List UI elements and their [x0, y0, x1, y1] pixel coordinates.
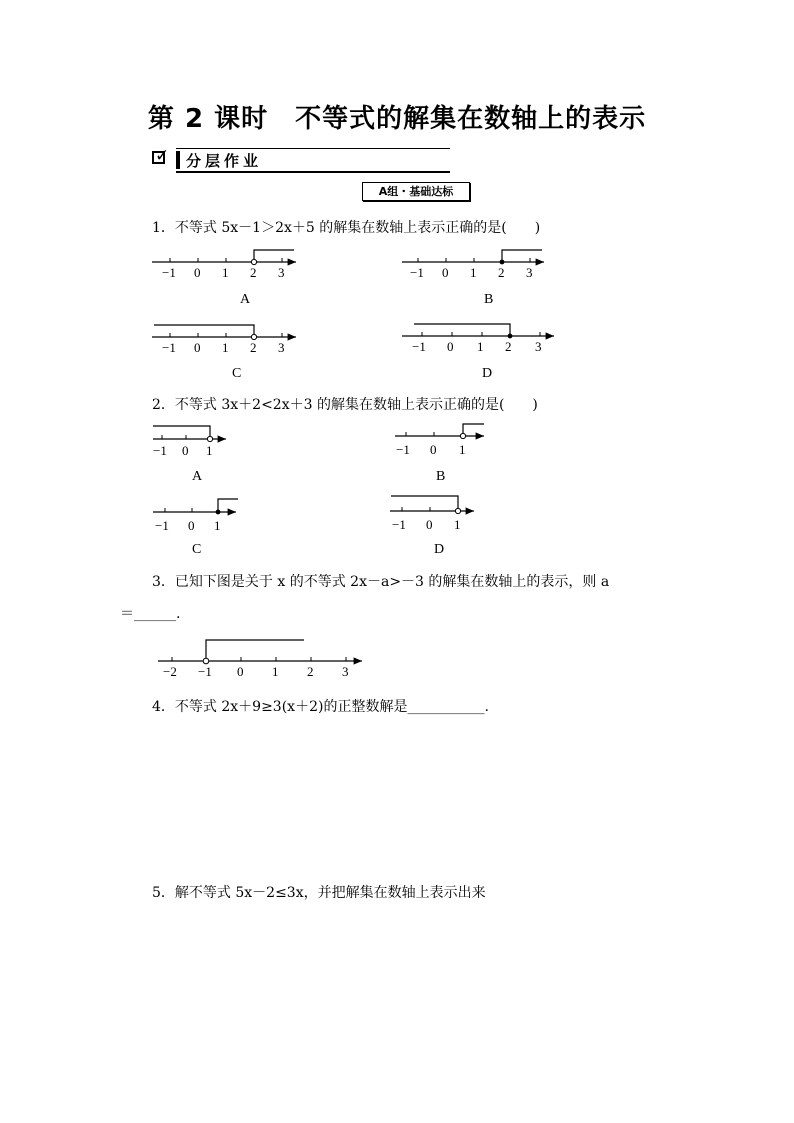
question-4 [152, 697, 489, 717]
tick-label: 1 [222, 265, 229, 280]
question-2 [152, 395, 538, 415]
question-3 [152, 572, 609, 592]
tick-label: 0 [442, 265, 449, 280]
q2-option-c-number-line [153, 499, 238, 533]
tick-label: 0 [182, 443, 189, 458]
tick-label: 3 [278, 265, 285, 280]
q1-option-c-number-line [152, 325, 296, 355]
q1-option-d-number-line [402, 324, 554, 354]
question-number: 2． [152, 397, 175, 413]
question-5 [152, 883, 486, 903]
tick-label: 2 [505, 339, 512, 354]
q1-option-a-number-line [152, 250, 296, 280]
group-badge: A组・基础达标 [362, 182, 470, 201]
tick-label: 2 [250, 265, 257, 280]
tick-label: 2 [307, 664, 314, 679]
tick-label: 0 [188, 518, 195, 533]
question-text-line1: 已知下图是关于 x 的不等式 2x－a>－3 的解集在数轴上的表示，则 a [174, 574, 610, 590]
tick-label: 0 [194, 340, 201, 355]
q2-option-a-label: A [192, 469, 203, 484]
tick-label: 1 [477, 339, 484, 354]
tick-label: 2 [250, 340, 257, 355]
tick-label: 1 [459, 442, 466, 457]
section-label: 分层作业 [186, 152, 263, 170]
tick-label: 1 [470, 265, 477, 280]
tick-label: 0 [447, 339, 454, 354]
q1-option-b-label: B [484, 292, 494, 307]
q2-option-d-number-line [390, 496, 474, 532]
q2-option-b-number-line [395, 424, 484, 457]
tick-label: 0 [426, 517, 433, 532]
tick-label: −1 [410, 265, 424, 280]
tick-label: −1 [396, 442, 410, 457]
q1-option-b-number-line [402, 250, 544, 280]
page-title: 第 2 课时 不等式的解集在数轴上的表示 [147, 104, 647, 134]
tick-label: 1 [214, 518, 221, 533]
tick-label: 3 [342, 664, 349, 679]
tick-label: 2 [498, 265, 505, 280]
q2-option-c-label: C [192, 542, 202, 557]
tick-label: 3 [526, 265, 533, 280]
q2-option-d-label: D [434, 542, 445, 557]
q1-option-c-label: C [232, 366, 242, 381]
tick-label: 0 [237, 664, 244, 679]
tick-label: 1 [272, 664, 279, 679]
tick-label: −2 [163, 664, 177, 679]
question-text: 不等式 2x＋9≥3(x＋2)的正整数解是___________. [174, 699, 489, 715]
question-number: 4． [152, 699, 175, 715]
tick-label: 1 [206, 443, 213, 458]
tick-label: 3 [535, 339, 542, 354]
tick-label: 1 [222, 340, 229, 355]
tick-label: −1 [155, 518, 169, 533]
tick-label: 0 [194, 265, 201, 280]
q1-option-a-label: A [240, 292, 251, 307]
tick-label: −1 [412, 339, 426, 354]
question-number: 1． [152, 220, 175, 236]
tick-label: −1 [198, 664, 212, 679]
tick-label: 0 [430, 442, 437, 457]
question-3-answer-line: ＝______. [120, 606, 181, 622]
tick-label: 1 [454, 517, 461, 532]
tick-label: −1 [392, 517, 406, 532]
tick-label: −1 [162, 265, 176, 280]
q1-option-d-label: D [482, 366, 493, 381]
question-number: 5． [152, 885, 175, 901]
q2-option-b-label: B [436, 469, 446, 484]
q3-number-line [158, 640, 362, 679]
question-text: 解不等式 5x－2≤3x，并把解集在数轴上表示出来 [174, 885, 486, 901]
question-text: 不等式 5x－1＞2x＋5 的解集在数轴上表示正确的是( ) [174, 220, 541, 236]
checkbox-icon: ✓ [152, 151, 165, 164]
question-text: 不等式 3x＋2<2x＋3 的解集在数轴上表示正确的是( ) [174, 397, 538, 413]
q2-option-a-number-line [153, 426, 226, 458]
tick-label: −1 [162, 340, 176, 355]
question-number: 3． [152, 574, 175, 590]
tick-label: 3 [278, 340, 285, 355]
tick-label: −1 [153, 443, 167, 458]
